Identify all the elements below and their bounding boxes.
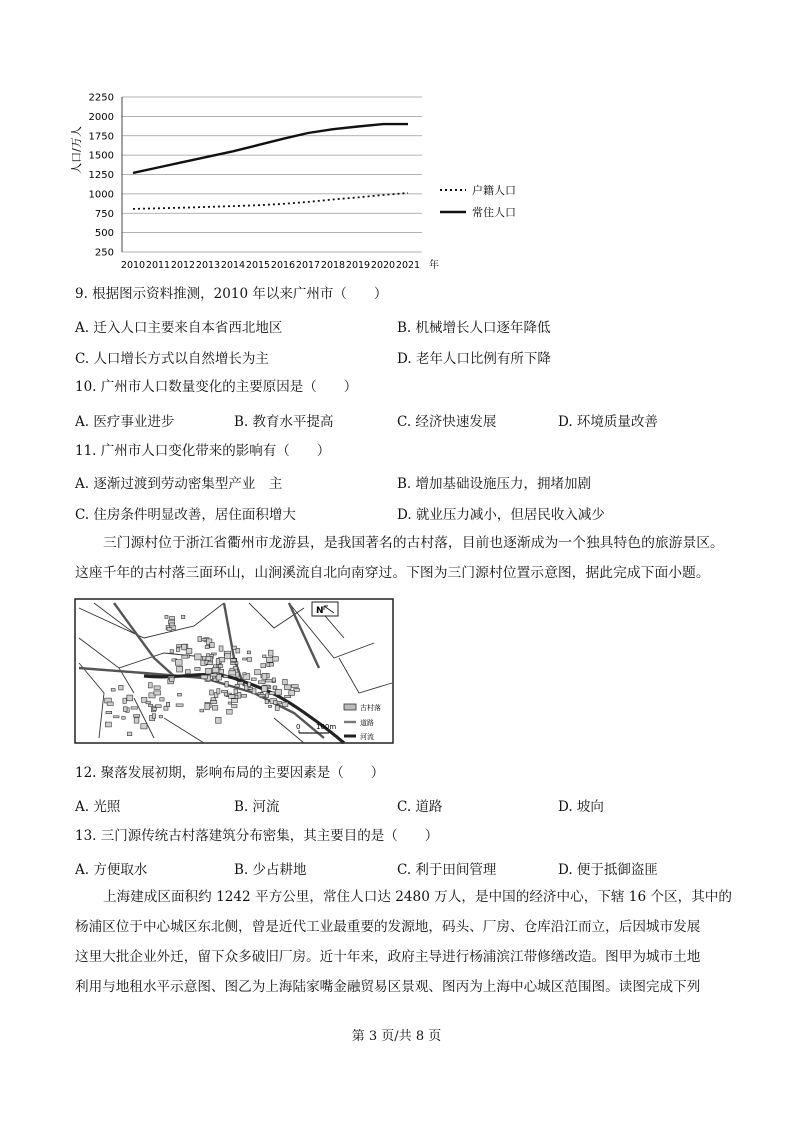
y-tick-label: 1750 [88,131,114,143]
village-building [283,679,288,684]
village-building [206,668,212,674]
village-building [243,658,247,660]
passage-line: 这座千年的古村落三面环山，山涧溪流自北向南穿过。下图为三门源村位置示意图，据此完成下面小题。 [75,565,710,581]
village-building [166,702,169,706]
q13-option-b: B. 少占耕地 [234,862,307,878]
village-building [149,704,153,706]
village-building [182,644,187,650]
page-footer: 第 3 页/共 8 页 [351,1029,442,1044]
village-building [176,704,183,707]
y-tick-label: 1000 [88,189,114,201]
village-building [181,615,184,618]
village-building [269,705,272,707]
village-building [210,700,216,703]
village-building [182,655,188,658]
village-building [170,677,175,681]
y-tick-labels [89,93,114,259]
village-building [225,654,231,659]
village-building [219,669,224,673]
village-building [210,674,217,676]
series-line-hukou [133,193,408,209]
village-building [141,724,147,729]
q12-option-a: A. 光照 [75,799,121,815]
q9-stem: 9. 根据图示资料推测，2010 年以来广州市（ ） [75,286,388,302]
village-building [123,698,127,703]
village-building [127,732,131,736]
village-building [202,657,206,660]
village-building [228,702,232,704]
village-building [261,664,266,668]
q12-option-d: D. 坡向 [558,799,604,815]
village-building [122,717,126,720]
village-building [236,649,240,654]
village-building [170,617,175,620]
village-building [176,648,180,652]
village-building [195,654,201,660]
q9-option-c: C. 人口增长方式以自然增长为主 [75,351,269,367]
village-building [216,659,219,665]
village-building [283,702,288,706]
sanmenyuan-location-map [74,598,394,744]
village-building [170,650,173,653]
north-label: N [316,606,324,616]
village-building [210,690,214,695]
x-tick-label: 2020 [370,260,396,271]
x-tick-labels [121,260,420,271]
q11-option-d: D. 就业压力减小，但居民收入减少 [397,507,605,523]
village-building [273,686,277,689]
q13-option-c: C. 利于田间管理 [397,862,497,878]
series-line-changzhu [133,124,408,173]
village-building [292,685,299,688]
village-building [262,673,267,679]
village-building [231,699,237,703]
village-building [285,685,292,690]
chart-series [133,124,408,209]
village-building [106,711,112,713]
q11-option-a: A. 逐渐过渡到劳动密集型产业 主 [75,476,283,492]
village-building [223,675,228,677]
q10-stem: 10. 广州市人口数量变化的主要原因是（ ） [75,379,358,395]
x-tick-label: 2017 [295,260,321,271]
village-building [185,670,190,674]
village-building [131,707,137,709]
village-building [178,693,182,696]
village-building [247,658,251,662]
village-building [134,718,139,724]
passage-line: 这里大批企业外迁，留下众多破旧厂房。近十年来，政府主导进行杨浦滨江带修缮改造。图甲为城市土地 [75,949,701,965]
q11-stem: 11. 广州市人口变化带来的影响有（ ） [75,443,331,459]
village-building [248,687,252,689]
village-building [227,709,233,714]
village-building [225,681,228,687]
village-building [211,698,216,701]
village-building [267,657,273,662]
q10-option-a: A. 医疗事业进步 [75,414,175,430]
village-building [272,678,275,682]
village-building [216,717,222,723]
village-building [154,686,160,689]
village-building [270,692,275,695]
village-building [206,657,211,661]
legend-label-changzhu: 常住人口 [472,206,516,219]
village-building [175,660,182,666]
q12-stem: 12. 聚落发展初期，影响布局的主要因素是（ ） [75,765,385,781]
x-tick-label: 2014 [220,260,246,271]
village-building [105,722,111,727]
village-building [251,678,256,680]
village-building [266,680,272,682]
q9-option-b: B. 机械增长人口逐年降低 [397,320,551,336]
passage-sanmenyuan [75,528,735,588]
north-arrow [312,602,338,616]
passage-line: 上海建成区面积约 1242 平方公里，常住人口达 2480 万人，是中国的经济中心，下辖 16 个区，其中的 [103,889,732,905]
q10-option-c: C. 经济快速发展 [397,414,497,430]
village-building [119,685,123,690]
village-building [265,700,268,704]
village-building [167,628,172,631]
scale-zero-label: 0 [296,723,301,731]
village-building [219,646,223,651]
village-building [289,691,295,696]
village-building [123,707,127,712]
village-building [237,682,243,685]
village-building [218,665,222,668]
village-building [255,670,261,675]
passage-line: 杨浦区位于中心城区东北侧，曾是近代工业最重要的发源地，码头、厂房、仓库沿江而立，后因城市发展 [75,919,701,935]
legend [440,183,516,219]
village-building [202,639,207,641]
village-building [252,689,256,694]
village-building [213,706,218,711]
village-building [229,671,236,675]
x-tick-label: 2015 [245,260,271,271]
x-tick-label: 2018 [320,260,346,271]
q9-option-a: A. 迁入人口主要来自本省西北地区 [75,320,283,336]
village-building [160,698,164,701]
chart-grid [122,97,422,252]
q13-stem: 13. 三门源传统古村落建筑分布密集，其主要目的是（ ） [75,828,439,844]
q13-option-a: A. 方便取水 [75,862,148,878]
village-building [156,705,162,708]
village-building [275,706,279,711]
village-building [248,682,251,686]
village-building [200,709,204,712]
q12-option-b: B. 河流 [234,799,280,815]
x-tick-label: 2010 [120,260,146,271]
passage-line: 利用与地租水平示意图、图乙为上海陆家嘴金融贸易区景观、图丙为上海中心城区范围图。读图完成下列 [75,979,701,995]
q11-option-c: C. 住房条件明显改善，居住面积增大 [75,507,296,523]
village-building [212,668,219,673]
village-building [159,715,162,718]
village-building [258,681,265,684]
village-building [148,683,152,688]
q12-option-c: C. 道路 [397,799,443,815]
y-tick-label: 1250 [88,170,114,181]
village-building [153,708,157,711]
x-tick-label: 2013 [195,260,221,271]
legend-road: 道路 [360,719,374,727]
legend-village: 古村落 [360,704,381,712]
y-tick-label: 500 [94,228,114,240]
y-tick-label: 750 [94,208,114,220]
village-building [154,691,161,695]
village-building [177,666,183,672]
village-building [127,695,133,701]
q10-option-b: B. 教育水平提高 [234,414,334,430]
village-building [262,686,267,692]
q11-option-b: B. 增加基础设施压力，拥堵加剧 [397,476,592,492]
village-building [235,695,238,698]
village-building [274,700,277,704]
legend-label-hukou: 户籍人口 [472,184,516,197]
y-tick-label: 1500 [88,150,114,162]
village-building [134,715,140,718]
x-tick-label: 2012 [170,260,196,271]
village-building [247,651,250,654]
passage-shanghai [75,882,735,1002]
x-tick-label: 2021 [395,260,421,271]
legend-river: 河流 [360,733,374,741]
village-building [205,704,210,710]
village-building [165,615,168,618]
x-tick-label: 2019 [345,260,371,271]
y-tick-label: 250 [94,247,114,259]
village-building [276,690,282,696]
village-building [217,689,220,694]
village-building [234,689,238,694]
village-building [107,702,113,705]
village-building [232,704,237,707]
village-building [229,695,235,699]
village-building [269,650,274,656]
village-building [210,643,214,648]
village-building [269,663,273,666]
village-building [177,645,182,647]
village-building [259,695,265,697]
village-building [235,684,239,687]
village-building [152,714,155,718]
y-tick-label: 2250 [88,92,114,104]
village-building [186,649,192,654]
village-building [231,659,237,662]
village-building [222,690,228,693]
village-building [146,701,151,704]
population-line-chart [60,85,540,280]
q13-option-d: D. 便于抵御盗匪 [558,862,658,878]
village-building [195,667,200,670]
village-building [272,657,278,662]
village-building [263,655,266,658]
q9-option-d: D. 老年人口比例有所下降 [397,351,551,367]
village-building [266,694,269,698]
village-building [198,637,202,642]
village-building [205,645,209,648]
village-building [201,675,208,679]
village-building [114,716,119,718]
scale-100-label: 100m [316,723,337,731]
village-building [170,623,175,626]
village-building [111,689,115,692]
q10-option-d: D. 环境质量改善 [558,414,658,430]
x-tick-label: 2016 [270,260,296,271]
village-building [208,662,213,665]
village-building [231,662,236,664]
passage-line: 三门源村位于浙江省衢州市龙游县，是我国著名的古村落，目前也逐渐成为一个独具特色的旅游景区。 [103,535,724,551]
y-tick-label: 2000 [88,111,114,123]
x-tick-label: 2011 [145,260,171,271]
village-building [236,672,239,677]
x-axis-unit: 年 [429,260,439,271]
village-building [285,695,291,697]
y-axis-label: 人口/万人 [70,126,83,174]
village-building [242,694,247,697]
village-building [243,673,246,675]
